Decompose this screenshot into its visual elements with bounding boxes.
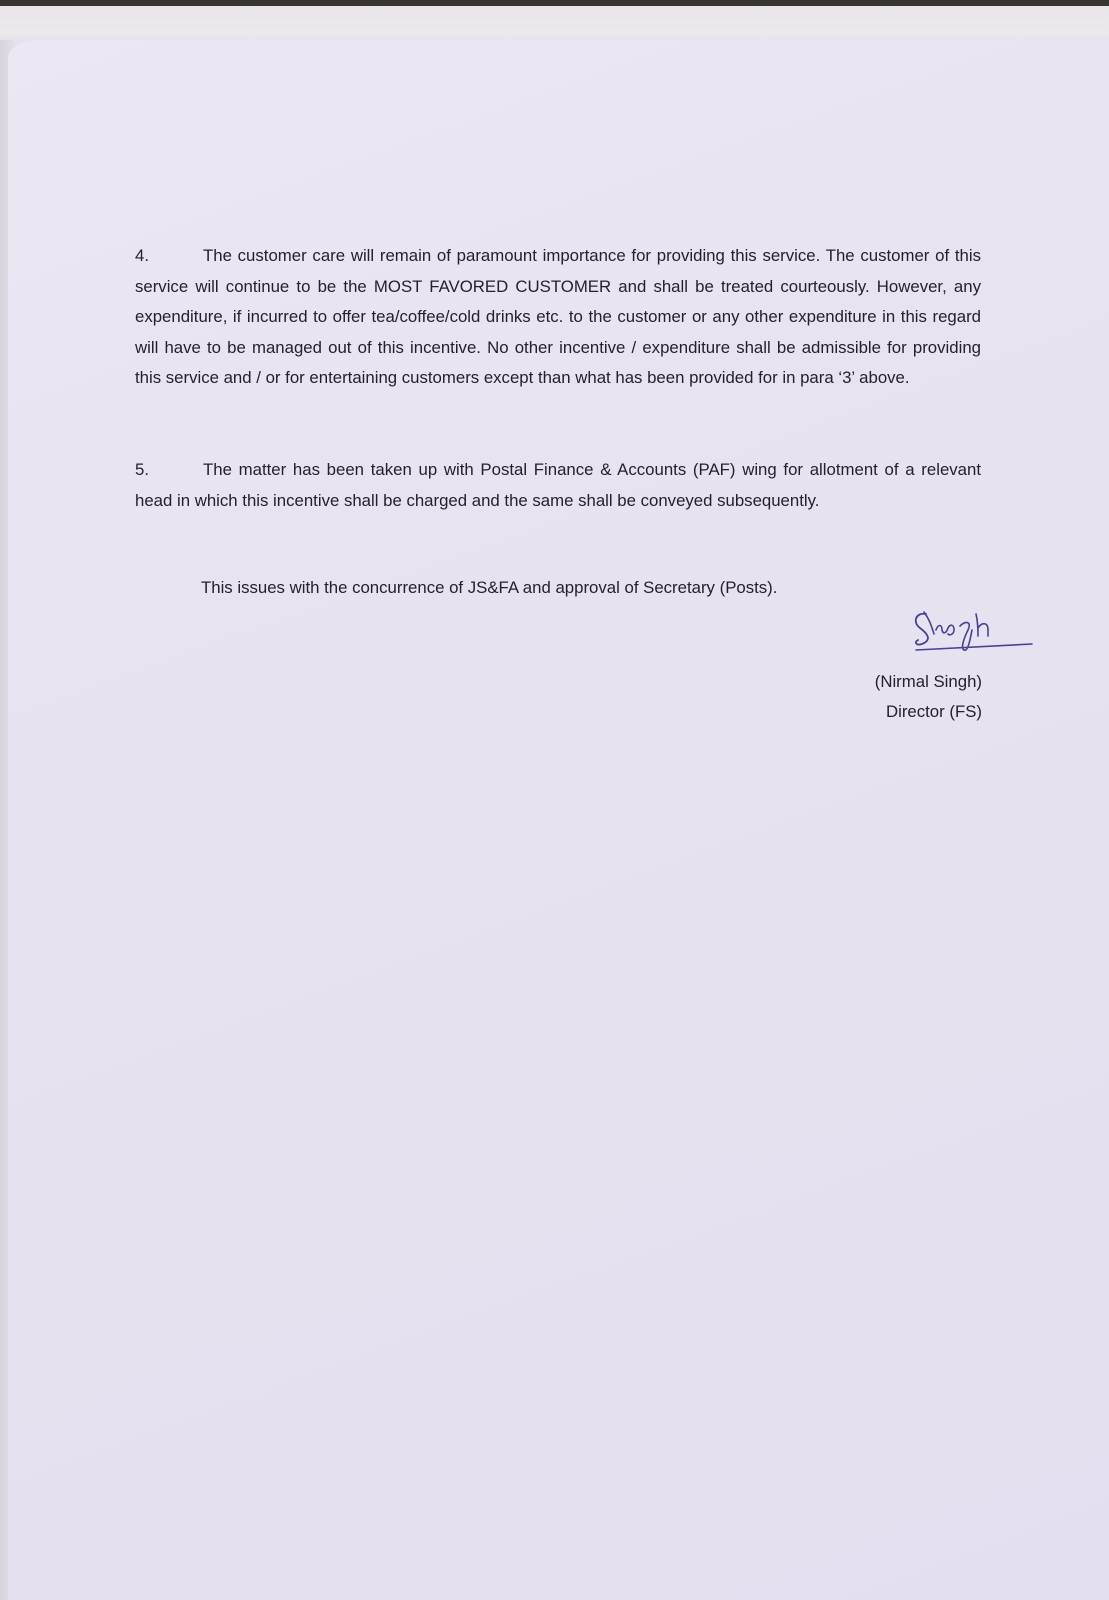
paragraph-4 [135, 241, 981, 394]
paragraph-number: 5. [135, 460, 149, 479]
signer-name: (Nirmal Singh) [874, 672, 982, 691]
paragraph-number: 4. [135, 246, 149, 265]
paragraph-5 [135, 455, 981, 516]
handwritten-signature [908, 600, 1036, 662]
signer-title: Director (FS) [885, 702, 982, 721]
paragraph-text: The customer care will remain of paramount importance for providing this service. The customer of this service will continue to be the MOST FAVORED CUSTOMER and shall be treated courteously. However, any expenditure, if incurred to offer tea/coffee/cold drinks etc. to the customer or any other expenditure in this regard will have to be managed out of this incentive. No other incentive / expenditure shall be admissible for providing this service and / or for entertaining customers except than what has been provided for in para ‘3’ above. [135, 246, 981, 387]
closing-line: This issues with the concurrence of JS&FA and approval of Secretary (Posts). [201, 578, 778, 597]
paragraph-text: The matter has been taken up with Postal Finance & Accounts (PAF) wing for allotment of a relevant head in which this incentive shall be charged and the same shall be conveyed subsequently. [135, 460, 981, 510]
